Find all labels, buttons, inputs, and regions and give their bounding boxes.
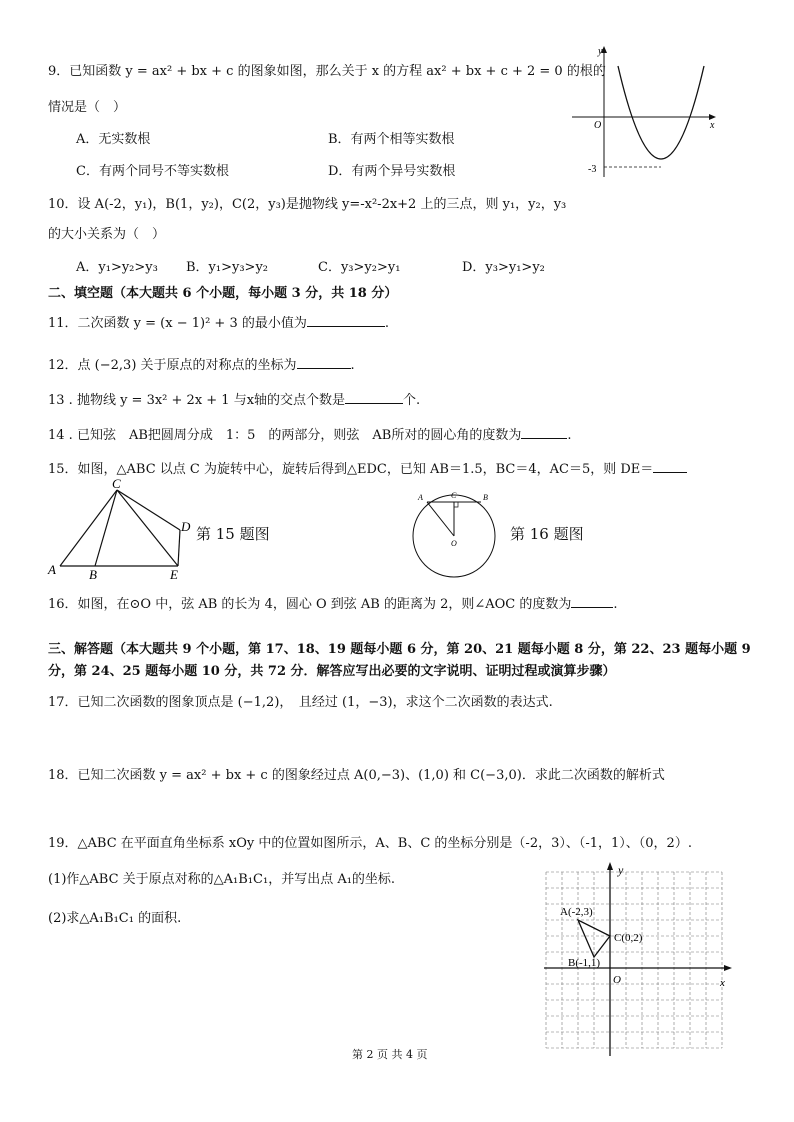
- q19-x-label: x: [720, 977, 725, 989]
- q19-y-label: y: [618, 863, 624, 877]
- q13-end: 个.: [403, 393, 421, 408]
- q9-parabola-curve: [618, 66, 704, 159]
- q19-y-arrow: [607, 862, 613, 870]
- q14: [48, 424, 572, 443]
- q16-text: 16．如图，在⊙O 中，弦 AB 的长为 4，圆心 O 到弦 AB 的距离为 2，则∠AOC 的度数为: [48, 597, 572, 612]
- q19-part2: (2)求△A₁B₁C₁ 的面积.: [48, 911, 182, 926]
- q19-b-label: B(-1,1): [568, 957, 601, 969]
- q15-blank: [653, 460, 687, 473]
- q9-option-d: D．有两个异号实数根: [328, 164, 456, 179]
- q18-text: 18．已知二次函数 y = ax² + bx + c 的图象经过点 A(0,−3)、(1,0) 和 C(−3,0)．求此二次函数的解析式: [48, 768, 665, 783]
- q16-blank: [571, 595, 613, 608]
- q12-text: 12．点 (−2,3) 关于原点的对称点的坐标为: [48, 358, 297, 373]
- q19-x-arrow: [724, 965, 732, 971]
- q15-label-d: D: [181, 519, 191, 534]
- q16-right-angle: [454, 502, 458, 507]
- q11-blank: [307, 314, 385, 327]
- q15-segment-bc: [95, 490, 117, 566]
- q9-option-b: B．有两个相等实数根: [328, 132, 455, 147]
- q9-x-label: x: [710, 120, 715, 131]
- q16: [48, 593, 618, 612]
- q17-text: 17．已知二次函数的图象顶点是 (−1,2)， 且经过 (1，−3)，求这个二次函数的表达式.: [48, 695, 553, 710]
- q15-segment-ce: [117, 490, 178, 566]
- q16-label-b: B: [483, 493, 488, 502]
- q12-end: .: [350, 358, 355, 373]
- q15-figure: [44, 478, 204, 584]
- q19-origin-label: O: [613, 974, 621, 986]
- q13-blank: [345, 391, 403, 404]
- q13-text: 13 . 抛物线 y = 3x² + 2x + 1 与x轴的交点个数是: [48, 393, 346, 408]
- q9-origin-label: O: [594, 120, 602, 131]
- q15-text: 15．如图，△ABC 以点 C 为旋转中心，旋转后得到△EDC，已知 AB＝1.5，BC＝4，AC＝5，则 DE＝: [48, 462, 654, 477]
- q14-end: .: [567, 428, 572, 443]
- q19-part1: (1)作△ABC 关于原点对称的△A₁B₁C₁，并写出点 A₁的坐标.: [48, 872, 396, 887]
- q11: [48, 312, 389, 331]
- q14-blank: [521, 426, 567, 439]
- q11-text: 11．二次函数 y = (x − 1)² + 3 的最小值为: [48, 316, 307, 331]
- q9-line2: 情况是（ ）: [48, 100, 127, 115]
- q16-label-c: C: [451, 491, 457, 500]
- q10-line1: 10．设 A(-2，y₁)，B(1，y₂)，C(2，y₃)是抛物线 y=-x²-2x+2 上的三点，则 y₁，y₂，y₃: [48, 197, 567, 212]
- q19-c-label: C(0,2): [614, 932, 643, 944]
- q10-line2: 的大小关系为（ ）: [48, 227, 166, 242]
- q16-segment-ao: [427, 502, 454, 536]
- q15-fig-caption: 第 15 题图: [196, 525, 270, 543]
- q14-text: 14 . 已知弦 AB把圆周分成 1：5 的两部分，则弦 AB所对的圆心角的度数为: [48, 428, 522, 443]
- q15-segment-ac: [60, 490, 117, 566]
- q19-a-label: A(-2,3): [560, 906, 593, 918]
- q15-label-c: C: [112, 478, 121, 491]
- q9-parabola-figure: [568, 42, 728, 184]
- q15-label-b: B: [89, 567, 97, 582]
- q16-fig-caption: 第 16 题图: [510, 525, 584, 543]
- q11-end: .: [384, 316, 389, 331]
- q10-option-c: C．y₃>y₂>y₁: [318, 260, 401, 275]
- section2-title: 二、填空题（本大题共 6 个小题，每小题 3 分，共 18 分）: [48, 286, 398, 301]
- q9-option-c: C．有两个同号不等实数根: [76, 164, 229, 179]
- q12-blank: [297, 356, 351, 369]
- q13: [48, 389, 420, 408]
- q15-label-e: E: [170, 567, 178, 582]
- q9-option-a: A．无实数根: [76, 132, 151, 147]
- q16-label-a: A: [418, 493, 423, 502]
- q19-line1: 19．△ABC 在平面直角坐标系 xOy 中的位置如图所示，A、B、C 的坐标分别是（-2，3）、（-1，1）、（0，2）.: [48, 836, 692, 851]
- q16-label-o: O: [451, 539, 457, 548]
- q15-label-a: A: [48, 562, 56, 577]
- section3-line2: 分，第 24、25 题每小题 10 分，共 72 分．解答应写出必要的文字说明、证明过程或演算步骤）: [48, 664, 616, 679]
- q16-figure: [402, 486, 506, 578]
- section3-line1: 三、解答题（本大题共 9 个小题，第 17、18、19 题每小题 6 分，第 20、21 题每小题 8 分，第 22、23 题每小题 9: [48, 642, 751, 657]
- q9-y-label: y: [598, 46, 603, 57]
- q15-segment-cd: [117, 490, 180, 530]
- q15: [48, 458, 687, 477]
- q19-coordinate-grid: [538, 860, 742, 1060]
- page-footer: 第 2 页 共 4 页: [352, 1048, 428, 1061]
- q12: [48, 354, 355, 373]
- q10-option-b: B．y₁>y₃>y₂: [186, 260, 269, 275]
- q9-min-label: -3: [588, 164, 597, 175]
- q10-option-d: D．y₃>y₁>y₂: [462, 260, 545, 275]
- q10-option-a: A．y₁>y₂>y₃: [76, 260, 158, 275]
- q15-segment-de: [178, 530, 180, 566]
- q9-line1: 9．已知函数 y = ax² + bx + c 的图象如图，那么关于 x 的方程 ax² + bx + c + 2 = 0 的根的: [48, 64, 606, 79]
- q16-end: .: [613, 597, 618, 612]
